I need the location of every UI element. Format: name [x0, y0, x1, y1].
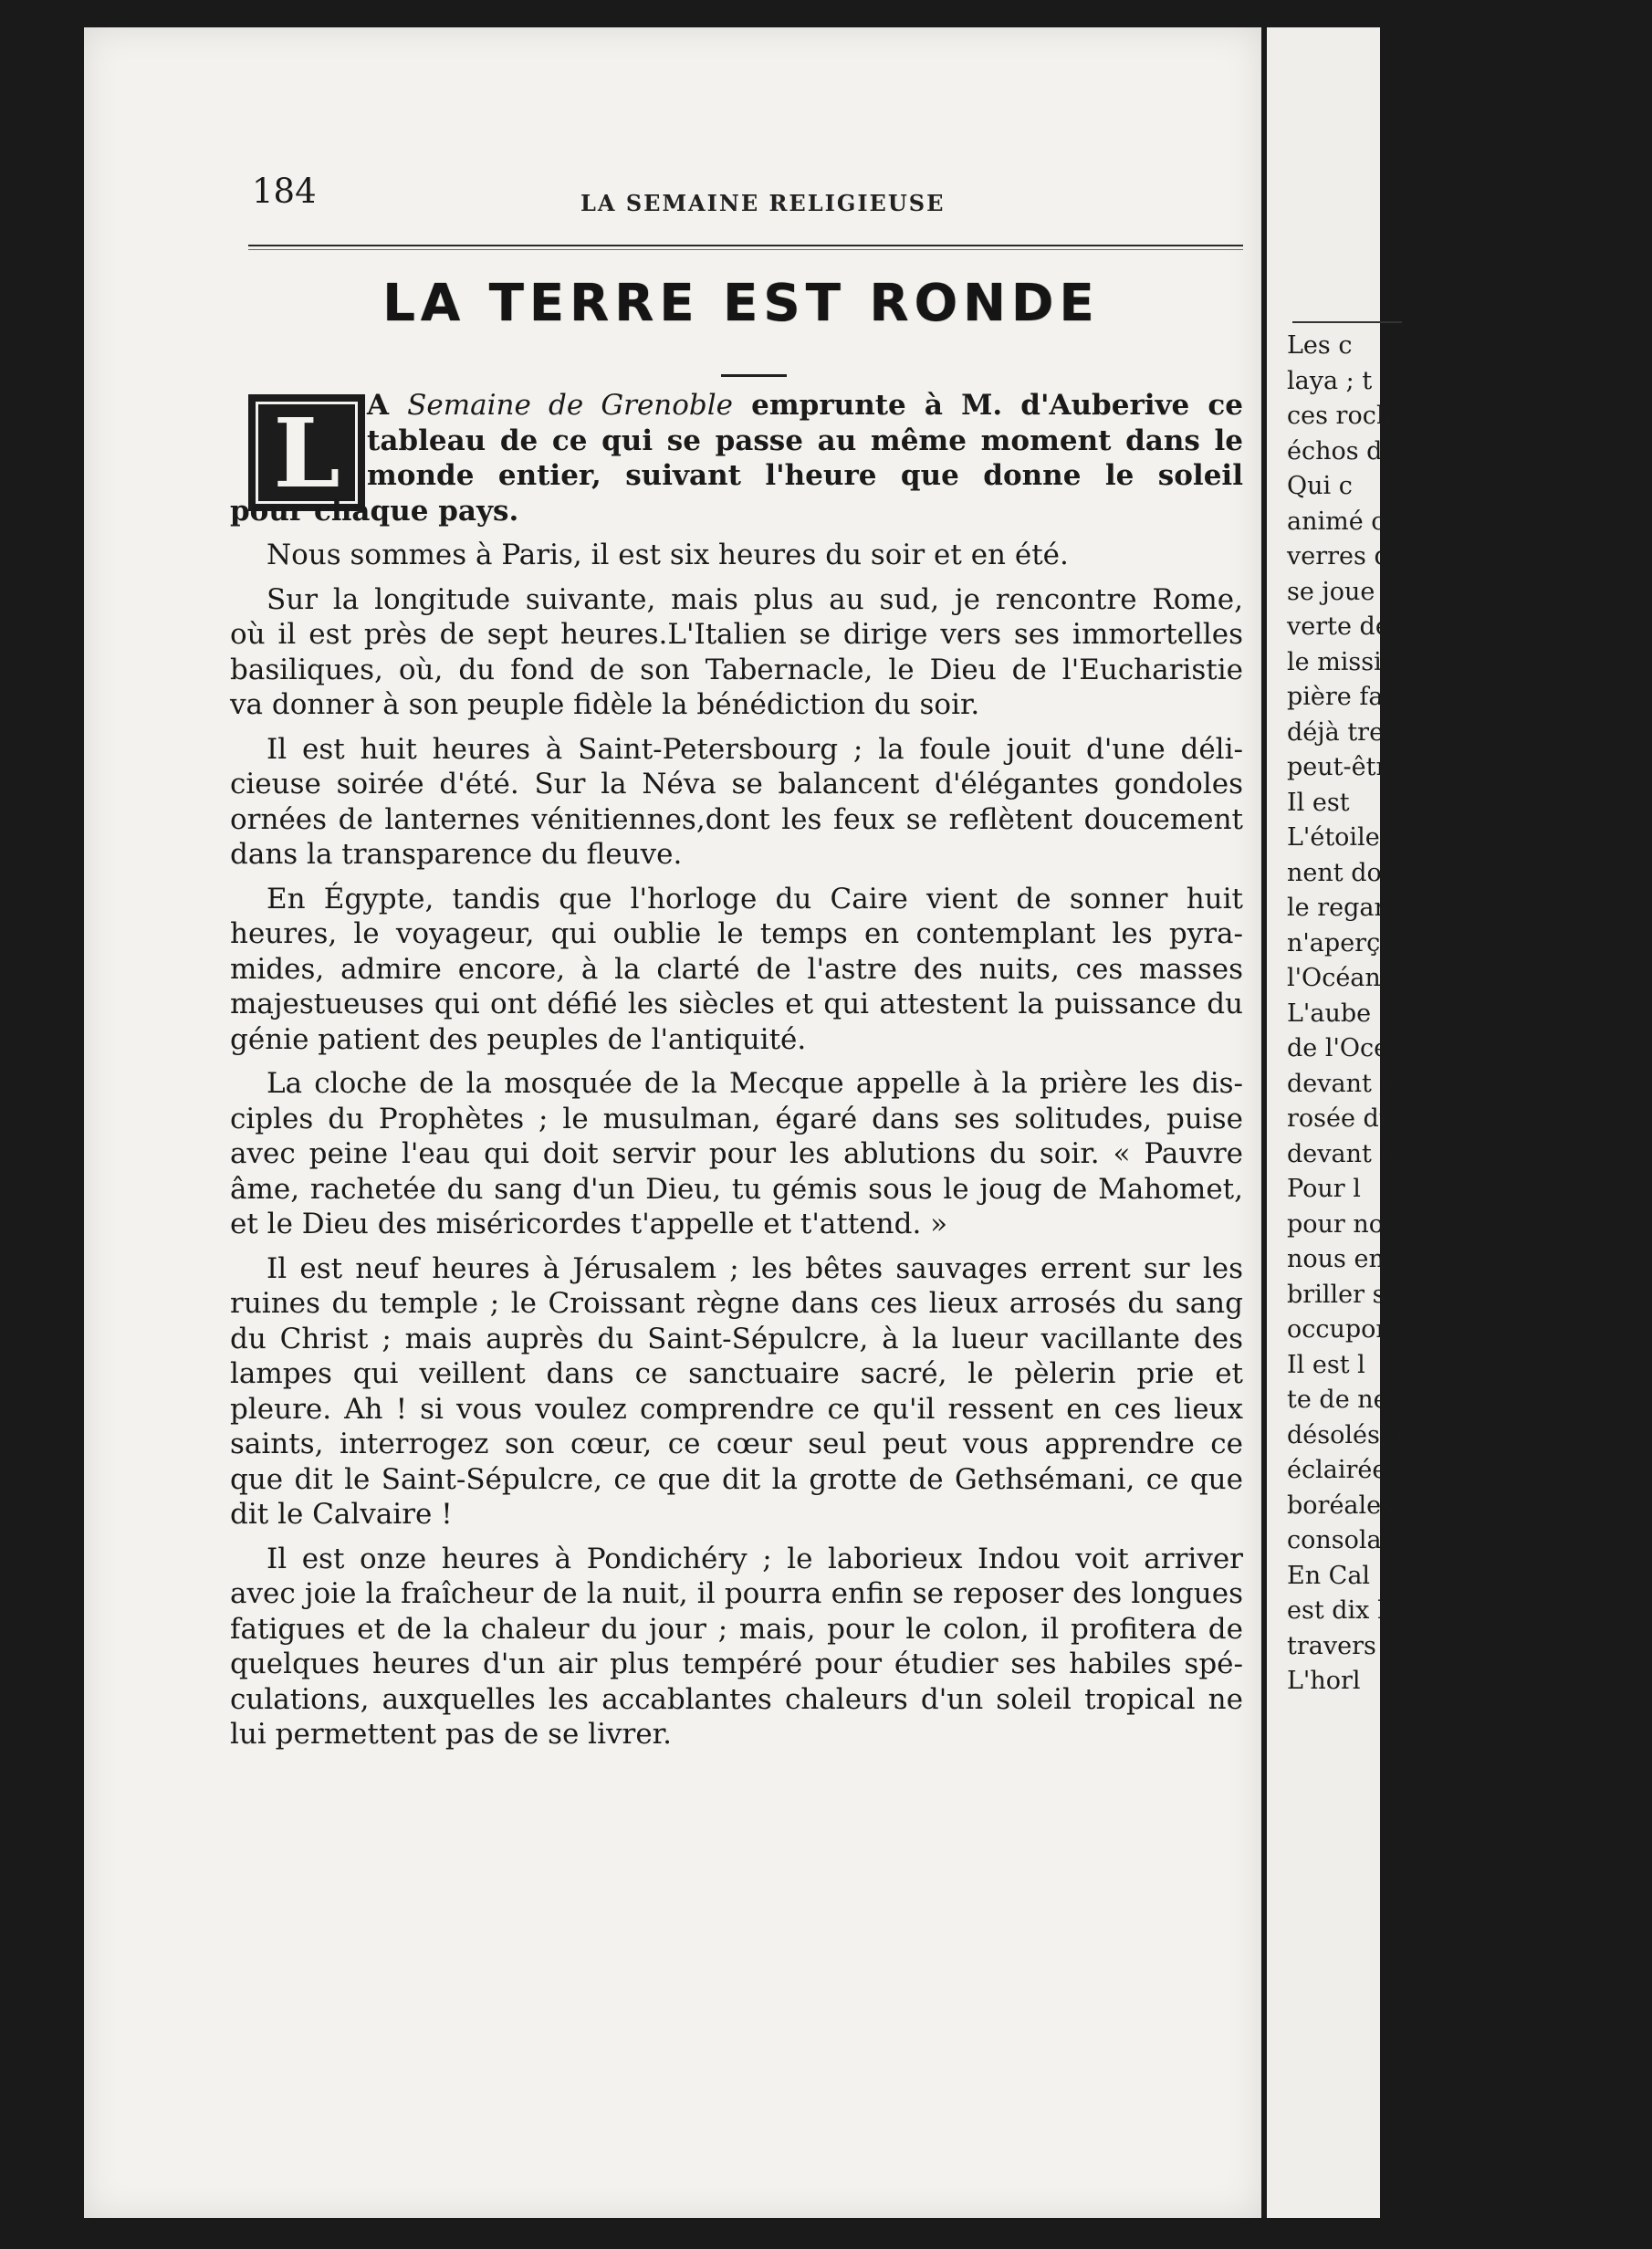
adjacent-page-text	[1287, 329, 1652, 1700]
adjacent-text-line: occupons	[1287, 1315, 1405, 1344]
text-line: âme, rachetée du sang d'un Dieu, tu gémis sous le joug de Mahomet,	[230, 1172, 1243, 1206]
page-number: 184	[252, 172, 317, 211]
adjacent-text-line: le missic	[1287, 647, 1396, 676]
adjacent-text-line: déjà tres	[1287, 717, 1396, 747]
text-line: fatigues et de la chaleur du jour ; mais, pour le colon, il profitera de	[230, 1612, 1243, 1646]
text-line: ornées de lanternes vénitiennes,dont les feux se reflètent doucement	[230, 802, 1243, 836]
adjacent-text-line: boréales,	[1287, 1491, 1402, 1520]
adjacent-text-line: L'aube	[1287, 999, 1372, 1028]
publication-name: Semaine de Grenoble	[407, 389, 734, 422]
adjacent-text-line: le regar	[1287, 894, 1386, 922]
adjacent-text-line: pière fa	[1287, 683, 1384, 711]
title-rule	[721, 374, 787, 377]
text-line: cieuse soirée d'été. Sur la Néva se balancent d'élégantes gondoles	[230, 768, 1243, 800]
adjacent-text-line: travers lo	[1287, 1631, 1407, 1660]
adjacent-text-line: Pour l	[1287, 1175, 1361, 1203]
text-line: ciples du Prophètes ; le musulman, égaré dans ses solitudes, puise	[230, 1102, 1243, 1135]
adjacent-text-line: peut-êtr	[1287, 753, 1388, 781]
adjacent-text-line: se joue	[1287, 577, 1375, 606]
adjacent-text-line: l'Océan.	[1287, 964, 1389, 992]
text-line: tableau de ce qui se passe au même moment dans le	[367, 424, 1243, 457]
text-line: pleure. Ah ! si vous voulez comprendre ce qu'il ressent en ces lieux	[230, 1392, 1243, 1426]
adjacent-text-line: ces roch	[1287, 402, 1393, 430]
header-rule-thin	[248, 249, 1243, 250]
text-line: et le Dieu des miséricordes t'appelle et t'attend. »	[230, 1208, 948, 1240]
text-line: lui permettent pas de se livrer.	[230, 1718, 672, 1751]
drop-cap-letter: L	[273, 396, 340, 509]
text-line: basiliques, où, du fond de son Tabernacle, le Dieu de l'Eucharistie	[230, 653, 1243, 686]
text-line: heures, le voyageur, qui oublie le temps en contemplant les pyra-	[230, 917, 1243, 950]
adjacent-text-line: de l'Océ	[1287, 1034, 1389, 1062]
adjacent-text-line: Il est	[1287, 788, 1350, 817]
text-line: quelques heures d'un air plus tempéré pour étudier ses habiles spé-	[230, 1648, 1243, 1680]
text-line: que dit le Saint-Sépulcre, ce que dit la grotte de Gethsémani, ce que	[230, 1462, 1243, 1496]
text-line: culations, auxquelles les accablantes chaleurs d'un soleil tropical ne	[230, 1682, 1243, 1716]
text-line: majestueuses qui ont défié les siècles et qui attestent la puissance du	[230, 988, 1243, 1020]
adjacent-text-line: En Cal	[1287, 1561, 1371, 1590]
article-body	[230, 388, 1243, 1752]
adjacent-text-line: laya ; t	[1287, 366, 1373, 395]
adjacent-text-line: Il est l	[1287, 1350, 1365, 1379]
text-line: A Semaine de Grenoble emprunte à M. d'Auberive ce	[367, 389, 1243, 422]
adjacent-text-line: L'étoile	[1287, 823, 1380, 852]
adjacent-text-line: consolati	[1287, 1526, 1400, 1554]
adjacent-text-line: devant u	[1287, 1139, 1396, 1168]
adjacent-text-line: rosée du	[1287, 1104, 1396, 1133]
text-line: Il est neuf heures à Jérusalem ; les bêtes sauvages errent sur les	[267, 1251, 1243, 1285]
text-line: du Christ ; mais auprès du Saint-Sépulcre, à la lueur vacillante des	[230, 1322, 1243, 1355]
text-line: Il est onze heures à Pondichéry ; le laborieux Indou voit arriver	[267, 1542, 1243, 1575]
adjacent-text-line: échos d	[1287, 436, 1383, 465]
adjacent-text-line: pour no	[1287, 1209, 1385, 1239]
text-line: En Égypte, tandis que l'horloge du Caire vient de sonner huit	[267, 882, 1243, 915]
text-line: dans la transparence du fleuve.	[230, 838, 683, 871]
adjacent-text-line: Les c	[1287, 331, 1353, 360]
adjacent-text-line: nent doi	[1287, 858, 1390, 887]
text-line: où il est près de sept heures.L'Italien se dirige vers ses immortelles	[230, 618, 1243, 651]
adjacent-text-line: nous env	[1287, 1245, 1399, 1273]
text-line: saints, interrogez son cœur, ce cœur seul peut vous apprendre ce	[230, 1428, 1243, 1460]
text-line: ruines du temple ; le Croissant règne dans ces lieux arrosés du sang	[230, 1287, 1243, 1320]
adjacent-text-line: animé c	[1287, 507, 1385, 536]
header-rule	[248, 245, 1243, 246]
text-line: lampes qui veillent dans ce sanctuaire sacré, le pèlerin prie et	[230, 1357, 1243, 1390]
adjacent-text-line: devant u	[1287, 1069, 1396, 1098]
adjacent-text-line: éclairées	[1287, 1456, 1400, 1484]
adjacent-text-line: n'aperçc	[1287, 928, 1395, 957]
text-line: Il est huit heures à Saint-Petersbourg ; la foule jouit d'une déli-	[267, 732, 1243, 766]
adjacent-page-edge	[1267, 27, 1407, 2218]
text-line: génie patient des peuples de l'antiquité.	[230, 1022, 807, 1056]
adjacent-text-line: briller su	[1287, 1280, 1401, 1309]
adjacent-text-line: verte de	[1287, 612, 1390, 641]
adjacent-page-rule	[1292, 321, 1402, 323]
text-line: va donner à son peuple fidèle la bénédiction du soir.	[230, 688, 980, 721]
text-line: avec peine l'eau qui doit servir pour les ablutions du soir. « Pauvre	[230, 1137, 1243, 1170]
running-title: LA SEMAINE RELIGIEUSE	[580, 190, 946, 216]
text-line: La cloche de la mosquée de la Mecque appelle à la prière les dis-	[267, 1067, 1243, 1100]
text-line: Sur la longitude suivante, mais plus au sud, je rencontre Rome,	[267, 582, 1243, 616]
adjacent-text-line: est dix h	[1287, 1596, 1394, 1625]
article-title: LA TERRE EST RONDE	[382, 274, 1100, 333]
text-line: mides, admire encore, à la clarté de l'astre des nuits, ces masses	[230, 952, 1243, 986]
text-line: Nous sommes à Paris, il est six heures du soir et en été.	[267, 539, 1069, 571]
adjacent-text-line: Qui c	[1287, 472, 1353, 500]
text-line: monde entier, suivant l'heure que donne le soleil	[367, 459, 1243, 492]
adjacent-text-line: te de nei	[1287, 1386, 1396, 1414]
adjacent-text-line: L'horl	[1287, 1667, 1361, 1695]
adjacent-text-line: verres d	[1287, 542, 1390, 570]
adjacent-text-line: désolés, i	[1287, 1420, 1404, 1449]
text-line: avec joie la fraîcheur de la nuit, il pourra enfin se reposer des longues	[230, 1577, 1243, 1610]
page-header	[170, 162, 1243, 235]
text-line: dit le Calvaire !	[230, 1498, 453, 1531]
text-line: pour chaque pays.	[230, 494, 519, 528]
